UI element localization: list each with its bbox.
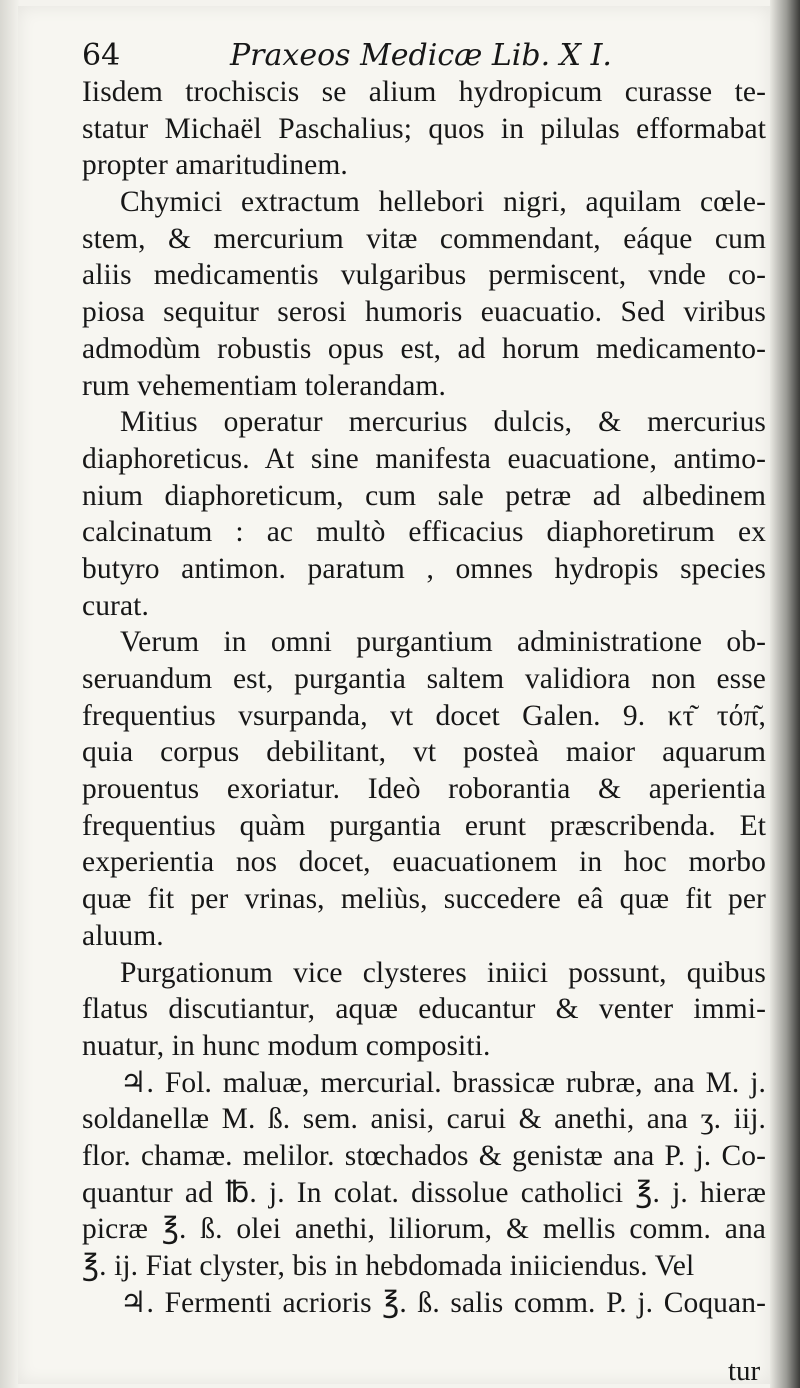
text-line: experientia nos docet, euacuationem in hoc morbo (82, 846, 766, 879)
binding-gutter (770, 0, 800, 1388)
text-line: piosa sequitur serosi humoris euacuatio. Sed viribus (82, 296, 766, 329)
paragraph-p6 (82, 1065, 766, 1285)
text-line: statur Michaël Paschalius; quos in pilulas efformabat (82, 112, 766, 145)
text-line: frequentius vsurpanda, vt docet Galen. 9. κτ͂ τόπ͂, (82, 699, 766, 732)
text-line: Purgationum vice clysteres iniici possunt, quibus (120, 956, 766, 989)
text-line: nuatur, in hunc modum compositi. (82, 1029, 491, 1062)
text-line: propter amaritudinem. (82, 149, 348, 182)
text-line: soldanellæ M. ß. sem. anisi, carui & anethi, ana ʒ. iij. (82, 1103, 766, 1136)
text-line: picræ ℥. ß. olei anethi, liliorum, & mellis comm. ana (82, 1213, 766, 1246)
paragraph-p7 (82, 1285, 766, 1322)
text-line: rum vehementiam tolerandam. (82, 369, 446, 402)
text-line: aliis medicamentis vulgaribus permiscent, vnde co- (82, 259, 766, 292)
page-header (82, 36, 732, 76)
text-line: diaphoreticus. At sine manifesta euacuatione, antimo- (82, 442, 766, 475)
text-line: butyro antimon. paratum , omnes hydropis species (82, 552, 766, 585)
paragraph-p3 (82, 404, 766, 624)
text-line: seruandum est, purgantia saltem validiora non esse (82, 663, 766, 695)
text-line: curat. (82, 589, 149, 622)
paragraph-p2 (82, 184, 766, 404)
text-line: quia corpus debilitant, vt posteà maior aquarum (82, 736, 766, 769)
text-line: nium diaphoreticum, cum sale petræ ad albedinem (82, 479, 766, 512)
text-line: ℥. ij. Fiat clyster, bis in hebdomada iniiciendus. Vel (82, 1250, 695, 1282)
text-line: quantur ad ℔. j. In colat. dissolue catholici ℥. j. hieræ (82, 1176, 766, 1209)
catchword: tur (728, 1355, 761, 1387)
text-line: frequentius quàm purgantia erunt præscribenda. Et (82, 809, 766, 842)
paragraph-p1 (82, 74, 766, 184)
page-number: 64 (82, 38, 121, 73)
text-line: prouentus exoriatur. Ideò roborantia & aperientia (82, 773, 766, 806)
text-line: Mitius operatur mercurius dulcis, & mercurius (120, 406, 766, 439)
text-line: flor. chamæ. melilor. stœchados & genistæ ana P. j. Co- (82, 1139, 766, 1172)
left-page-shadow (0, 0, 20, 1388)
running-head: Praxeos Medicæ Lib. X I. (230, 38, 612, 73)
text-line: ♃. Fermenti acrioris ℥. ß. salis comm. P. j. Coquan- (120, 1286, 766, 1319)
paragraph-p4 (82, 624, 766, 954)
paragraph-p5 (82, 955, 766, 1065)
text-line: quæ fit per vrinas, meliùs, succedere eâ quæ fit per (82, 883, 766, 916)
text-line: Iisdem trochiscis se alium hydropicum curasse te- (82, 76, 766, 108)
text-line: flatus discutiantur, aquæ educantur & venter immi- (82, 993, 766, 1026)
text-line: aluum. (82, 919, 164, 952)
text-line: admodùm robustis opus est, ad horum medicamento- (82, 332, 766, 365)
text-line: Verum in omni purgantium administratione ob- (120, 626, 766, 659)
body-text (82, 74, 766, 1321)
text-line: stem, & mercurium vitæ commendant, eáque cum (82, 222, 766, 255)
text-line: Chymici extractum hellebori nigri, aquilam cœle- (120, 186, 766, 219)
text-line: ♃. Fol. maluæ, mercurial. brassicæ rubræ, ana M. j. (120, 1066, 766, 1099)
text-line: calcinatum : ac multò efficacius diaphoretirum ex (82, 516, 766, 549)
